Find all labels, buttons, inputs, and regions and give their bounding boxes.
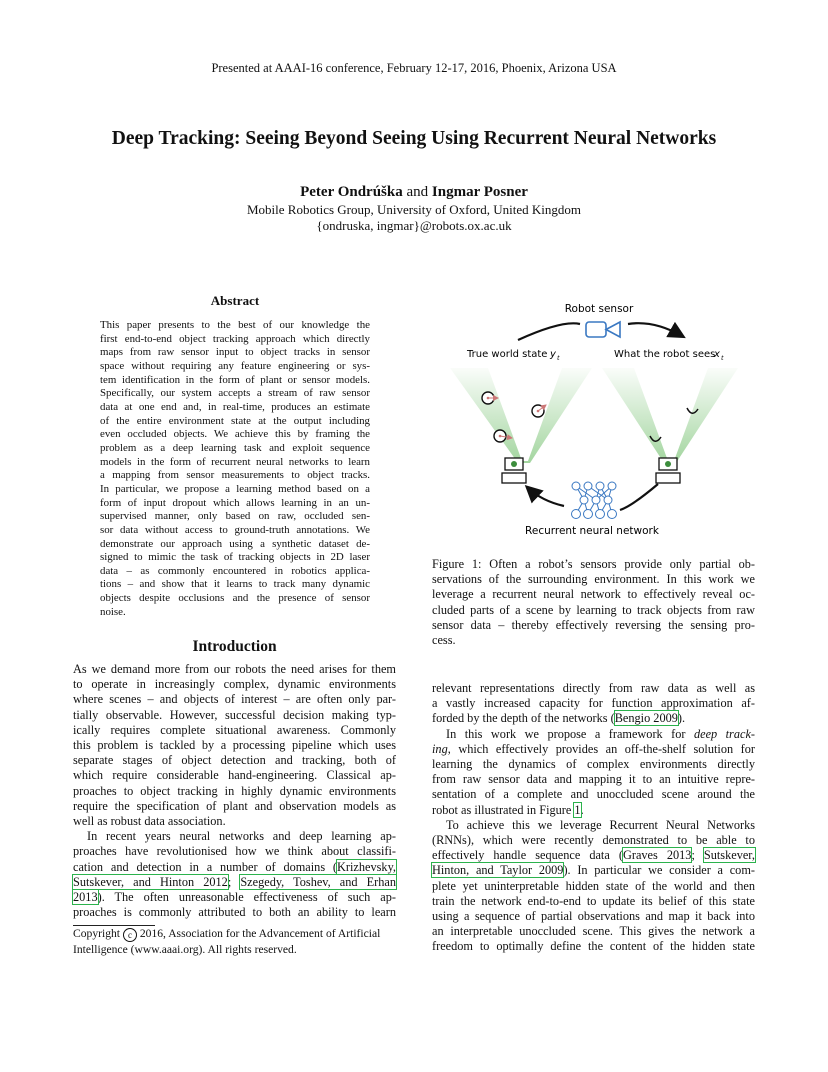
text-fragment: forded by the depth of the networks ( [432, 711, 615, 726]
text-line [432, 848, 755, 863]
abstract-line: of the entire environment state at the output including [100, 414, 370, 427]
label-what-robot-sees [614, 349, 724, 362]
abstract-line: a mapping from sensor measurements to object tracks. [100, 469, 370, 482]
text-fragment: , which effectively provides an off-the-shelf solution for [447, 741, 755, 756]
affiliation: Mobile Robotics Group, University of Oxford, United Kingdom [247, 202, 581, 217]
text-line: In recent years neural networks and deep learning ap- [87, 829, 396, 844]
caption-line: Figure 1: Often a robot’s sensors provide only partial ob- [432, 557, 755, 571]
paper-title: Deep Tracking: Seeing Beyond Seeing Using Recurrent Neural Networks [111, 128, 717, 149]
text-line: train the network end-to-end to update its belief of this state [432, 893, 755, 908]
citation-link[interactable]: Sutskever, [703, 848, 755, 863]
abstract-line: signed to mimic the task of tracking objects in 2D laser [100, 551, 370, 564]
author-2: Ingmar Posner [431, 184, 528, 200]
abstract-line: tem identification in the form of plant or sensor models. [100, 373, 370, 386]
text-line: well as robust data association. [73, 814, 226, 829]
text-line: To achieve this we leverage Recurrent Neural Networks [446, 817, 755, 832]
text-line [432, 803, 755, 818]
text-line: As we demand more from our robots the need arises for them [73, 662, 396, 676]
author-email: {ondruska, ingmar}@robots.ox.ac.uk [316, 218, 512, 233]
abstract-line: data – as commonly encountered in robotics applica- [100, 564, 370, 577]
text-line: where scenes – and objects of interest – are often only par- [73, 692, 396, 707]
abstract-line: problem as a deep learning task and exploit sequence [100, 441, 370, 454]
text-line: freedom to optimally define the content of the hidden state [432, 939, 755, 954]
text-line [73, 890, 396, 905]
text-line: a vastly increased capacity for function approximation af- [432, 696, 755, 711]
svg-text:What the robot sees: What the robot sees [614, 349, 716, 360]
text-line: require the specification of plant and observation models as [73, 798, 396, 813]
text-line: from raw sensor data and mapping it to an intuitive repre- [432, 772, 755, 787]
abstract-line: first end-to-end object tracking approach which directly [100, 332, 370, 345]
text-line: plete yet uninterpretable hidden state of the world and then [432, 878, 755, 893]
abstract-line: data at one end and, in real-time, produces an estimate [100, 400, 370, 413]
copyright-label: Copyright [73, 927, 121, 940]
abstract-line: tions – and show that it learns to track many dynamic [100, 578, 370, 591]
arrow-from-sensor [628, 323, 682, 336]
abstract-line: even occluded objects. We achieve this by framing the [100, 428, 370, 441]
right-column-body [432, 681, 755, 955]
text-line: which require considerable hand-engineering. Classical ap- [73, 768, 396, 783]
text-line: ically requires complete situational awareness. Commonly [73, 722, 396, 737]
figure-illustration [432, 296, 755, 544]
citation-link[interactable]: Bengio 2009 [614, 711, 678, 726]
abstract-line: models in the form of recurrent neural networks to learn [100, 455, 370, 468]
arrow-to-network [620, 484, 658, 510]
text-fragment: ; [227, 874, 241, 889]
copyright-text: 2016, Association for the Advancement of Artificial [139, 927, 381, 940]
text-line: proaches have revolutionised how we think about classifi- [73, 844, 396, 859]
robot-icon-left [502, 458, 526, 483]
introduction-heading: Introduction [192, 638, 277, 655]
text-fragment: ). In particular we consider a com- [563, 863, 755, 878]
text-fragment: effectively handle sequence data ( [432, 848, 623, 863]
author-conjunction: and [406, 184, 429, 200]
text-line: sentation of a complete and unoccluded scene around the [432, 787, 755, 802]
text-fragment: ). [677, 711, 686, 726]
abstract-line: In particular, we propose a learning method based on a [100, 482, 370, 495]
caption-line: leverage a recurrent neural network to effectively reveal oc- [432, 587, 755, 602]
arrow-from-network [528, 488, 564, 506]
arrow-to-sensor [518, 323, 580, 340]
world-field-of-view [450, 368, 592, 463]
svg-text:True world state: True world state [467, 349, 548, 360]
abstract-line: space without requiring any feature engineering or sys- [100, 359, 370, 372]
label-recurrent-neural-network: Recurrent neural network [525, 525, 659, 537]
citation-link[interactable]: Szegedy, Toshev, and Erhan [240, 874, 397, 889]
text-fragment: cation and detection in a number of domains ( [73, 859, 338, 874]
observation-field-of-view [602, 368, 738, 463]
abstract-line: supervised manner, only based on raw, occluded sen- [100, 510, 370, 523]
text-line: relevant representations directly from raw data as well as [432, 681, 755, 695]
text-fragment: ; [691, 848, 704, 863]
text-line [432, 727, 755, 742]
text-line: (RNNs), which were recently demonstrated to be able to [432, 833, 755, 848]
conference-header: Presented at AAAI-16 conference, February 12-17, 2016, Phoenix, Arizona USA [211, 61, 617, 75]
abstract-line: sor data without access to ground-truth annotations. We [100, 523, 370, 536]
abstract-heading: Abstract [210, 293, 260, 308]
abstract-line: noise. [100, 605, 126, 618]
robot-icon-right [656, 458, 680, 483]
citation-link[interactable]: Graves 2013 [622, 848, 692, 863]
text-line: this problem is tackled by a processing pipeline which uses [73, 738, 396, 753]
svg-text:x: x [714, 349, 720, 360]
figure-reference-link[interactable]: 1 [574, 802, 581, 817]
abstract-body [100, 319, 370, 619]
author-line [0, 184, 828, 201]
text-fragment: . [580, 802, 584, 817]
text-line [73, 860, 396, 875]
emphasis: deep track- [693, 726, 756, 741]
text-fragment: robot as illustrated in Figure [432, 802, 575, 817]
citation-link[interactable]: 2013 [73, 890, 98, 905]
abstract-line: form of input dropout which allows learning in an un- [100, 496, 370, 509]
text-line: tially observable. However, successful decision making typ- [73, 707, 396, 722]
text-line: to operate in increasingly complex, dynamic environments [73, 677, 396, 692]
text-line [432, 742, 755, 757]
citation-link[interactable]: Sutskever, and Hinton 2012 [73, 874, 228, 889]
abstract-line: This paper presents to the best of our knowledge the [100, 319, 370, 331]
copyright-symbol: c [123, 928, 137, 942]
figure-caption [432, 557, 755, 648]
text-line: using a sequence of partial observations and map it back into [432, 909, 755, 924]
svg-text:t: t [721, 354, 724, 362]
svg-text:t: t [557, 354, 560, 362]
caption-line: cluded parts of a scene by learning to track objects from raw [432, 602, 755, 617]
text-fragment: In this work we propose a framework for [446, 726, 694, 741]
label-true-world-state [466, 349, 560, 362]
citation-link[interactable]: Krizhevsky, [337, 859, 396, 874]
copyright-text-line-2: Intelligence (www.aaai.org). All rights reserved. [73, 943, 297, 956]
abstract-line: demonstrate our approach using a synthetic dataset de- [100, 537, 370, 550]
copyright-footnote [73, 926, 396, 957]
text-line: learning the dynamics of complex environments directly [432, 757, 755, 772]
citation-link[interactable]: Hinton, and Taylor 2009 [432, 863, 564, 878]
text-line [432, 863, 755, 878]
text-line [73, 875, 396, 890]
abstract-line: maps from raw sensor input to object tracks in sensor [100, 346, 370, 359]
neural-network-icon [572, 482, 617, 519]
text-line: separate stages of object detection and tracking, both of [73, 753, 396, 768]
caption-line: cess. [432, 633, 456, 648]
text-line [432, 711, 755, 726]
label-robot-sensor: Robot sensor [564, 303, 634, 315]
text-line: proaches is commonly attributed to both an ability to learn [73, 905, 396, 920]
abstract-line: Specifically, our system accepts a stream of raw sensor [100, 387, 370, 400]
text-line: an interpretable unoccluded scene. This gives the network a [432, 924, 755, 939]
text-fragment: ). The often unreasonable effectiveness of such ap- [97, 890, 396, 905]
emphasis: ing [432, 741, 448, 756]
sensor-icon [586, 322, 620, 337]
text-line: proaches to object tracking in highly dynamic environments [73, 783, 396, 798]
tracked-object [532, 405, 546, 417]
figure-1 [432, 296, 755, 544]
caption-line: sensor data – thereby effectively reversing the sensing pro- [432, 617, 755, 632]
svg-text:y: y [550, 349, 556, 360]
author-1: Peter Ondrúška [300, 184, 403, 200]
caption-line: servations of the surrounding environment. In this work we [432, 572, 755, 587]
abstract-line: objects despite occlusions and the presence of sensor [100, 592, 370, 605]
introduction-body [73, 662, 396, 920]
